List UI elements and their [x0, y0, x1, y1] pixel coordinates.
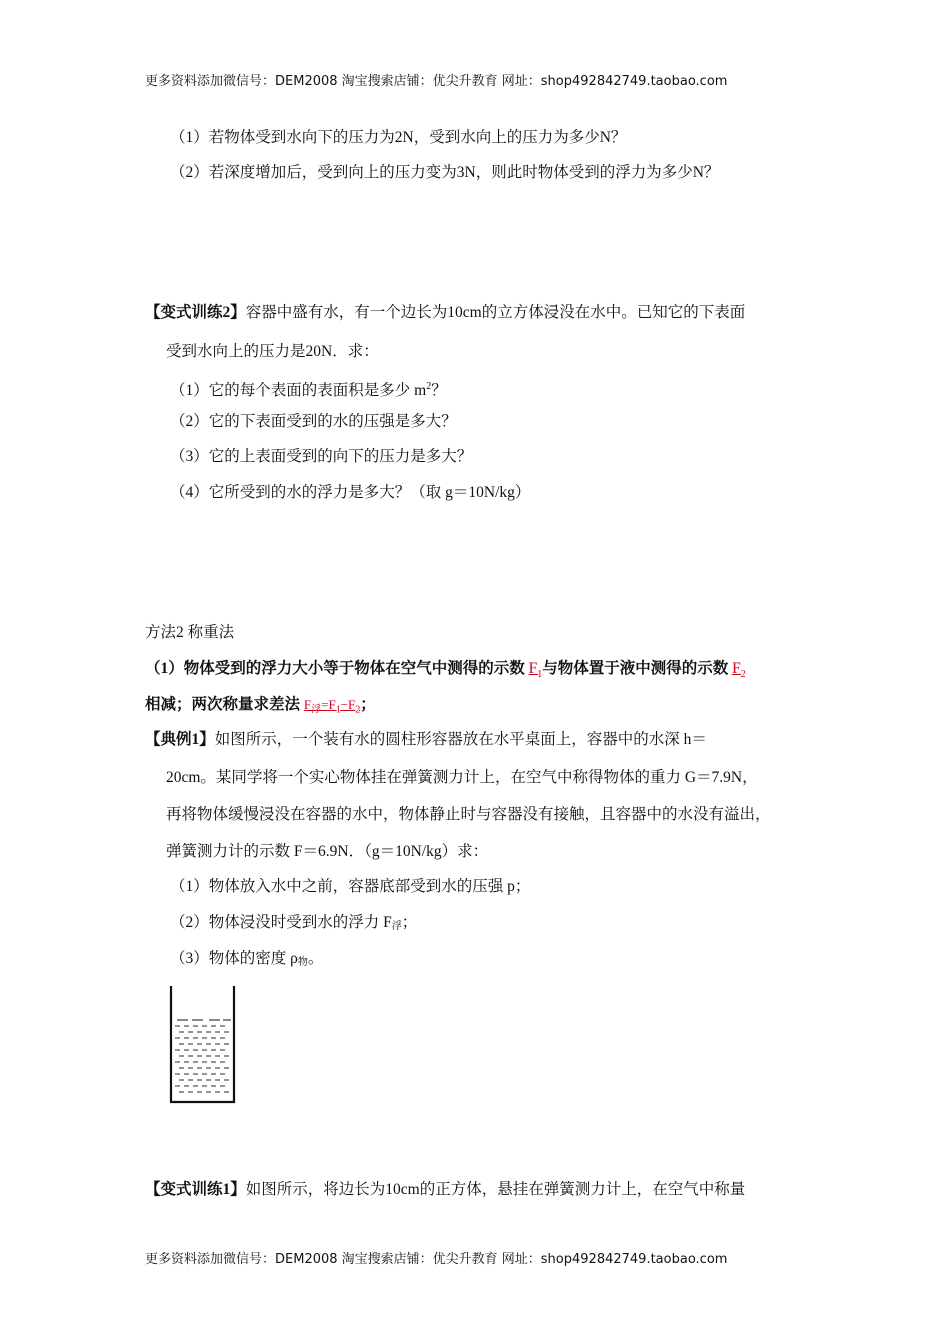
- variant2-line2: 受到水向上的压力是20N．求：: [166, 343, 379, 360]
- buoyancy-formula: [303, 697, 361, 716]
- f1-symbol: [528, 660, 543, 681]
- variant2-text1: 容器中盛有水，有一个边长为10cm的立方体浸没在水中。已知它的下表面: [245, 304, 746, 321]
- water-hatching: [175, 1026, 229, 1092]
- f2-letter: F: [732, 660, 741, 677]
- method2-rule-line1: [145, 659, 746, 685]
- variant1-line1: [145, 1180, 745, 1200]
- example1-line1: [145, 730, 707, 750]
- page-header: 更多资料添加微信号：DEM2008 淘宝搜索店铺：优尖升教育 网址：shop492842749.taobao.com: [145, 74, 728, 89]
- block1-question-2: （2）若深度增加后，受到向上的压力变为3N，则此时物体受到的浮力为多少N？: [170, 164, 720, 181]
- block1-question-1: （1）若物体受到水向下的压力为2N，受到水向上的压力为多少N？: [170, 129, 627, 146]
- f2-symbol: [732, 660, 746, 681]
- example1-line4: 弹簧测力计的示数 F＝6.9N．（g＝10N/kg）求：: [166, 843, 489, 860]
- formula-sub2: 2: [355, 704, 361, 716]
- method2-rule2-text: 相减；两次称量求差法: [145, 696, 304, 713]
- variant2-line1: [145, 303, 745, 323]
- variant2-question-4: （4）它所受到的水的浮力是多大？（取 g＝10N/kg）: [170, 484, 531, 501]
- example1-tag: 【典例1】: [145, 731, 215, 748]
- method2-rule-text2: 与物体置于液中测得的示数: [542, 660, 733, 677]
- f1-letter: F: [528, 660, 538, 677]
- f1-sub: 1: [537, 669, 543, 681]
- example1-q3-sub: 物: [297, 957, 308, 968]
- page-footer: 更多资料添加微信号：DEM2008 淘宝搜索店铺：优尖升教育 网址：shop492842749.taobao.com: [145, 1252, 728, 1267]
- variant2-q1-end: ？: [431, 382, 447, 400]
- method2-title: 方法2 称重法: [145, 624, 235, 641]
- variant2-question-3: （3）它的上表面受到的向下的压力是多大？: [170, 448, 473, 465]
- example1-q2-text: （2）物体浸没时受到水的浮力 F: [170, 914, 392, 931]
- variant1-tag: 【变式训练1】: [145, 1181, 246, 1198]
- example1-q3-end: 。: [307, 950, 324, 967]
- variant2-q1-text: （1）它的每个表面的表面积是多少 m: [170, 382, 427, 400]
- formula-sub: 浮: [311, 704, 322, 716]
- example1-question-2: [170, 913, 417, 937]
- method2-rule2-end: ；: [360, 696, 376, 713]
- example1-q2-end: ；: [401, 914, 418, 931]
- variant2-question-2: （2）它的下表面受到的水的压强是多大？: [170, 413, 457, 430]
- variant1-text1: 如图所示，将边长为10cm的正方体，悬挂在弹簧测力计上，在空气中称量: [245, 1181, 746, 1198]
- example1-q3-text: （3）物体的密度 ρ: [170, 950, 298, 967]
- formula-eq: =F: [321, 697, 336, 712]
- example1-text1: 如图所示，一个装有水的圆柱形容器放在水平桌面上，容器中的水深 h＝: [214, 731, 707, 748]
- f2-sub: 2: [740, 669, 746, 681]
- formula-f: F: [303, 697, 312, 712]
- formula-minus: −F: [340, 697, 356, 712]
- example1-q2-sub: 浮: [391, 921, 402, 932]
- example1-question-1: （1）物体放入水中之前，容器底部受到水的压强 p；: [170, 878, 531, 895]
- formula-sub1: 1: [335, 704, 341, 716]
- variant2-question-1: [170, 377, 447, 401]
- variant2-q1-sup: 2: [426, 381, 432, 392]
- water-container-figure: [165, 982, 240, 1108]
- example1-line2: 20cm。某同学将一个实心物体挂在弹簧测力计上，在空气中称得物体的重力 G＝7.9N，: [166, 769, 758, 786]
- example1-question-3: [170, 949, 323, 973]
- method2-rule-line2: [145, 695, 376, 721]
- variant2-tag: 【变式训练2】: [145, 304, 246, 321]
- method2-rule-text: （1）物体受到的浮力大小等于物体在空气中测得的示数: [145, 660, 529, 677]
- example1-line3: 再将物体缓慢浸没在容器的水中，物体静止时与容器没有接触，且容器中的水没有溢出，: [166, 806, 771, 823]
